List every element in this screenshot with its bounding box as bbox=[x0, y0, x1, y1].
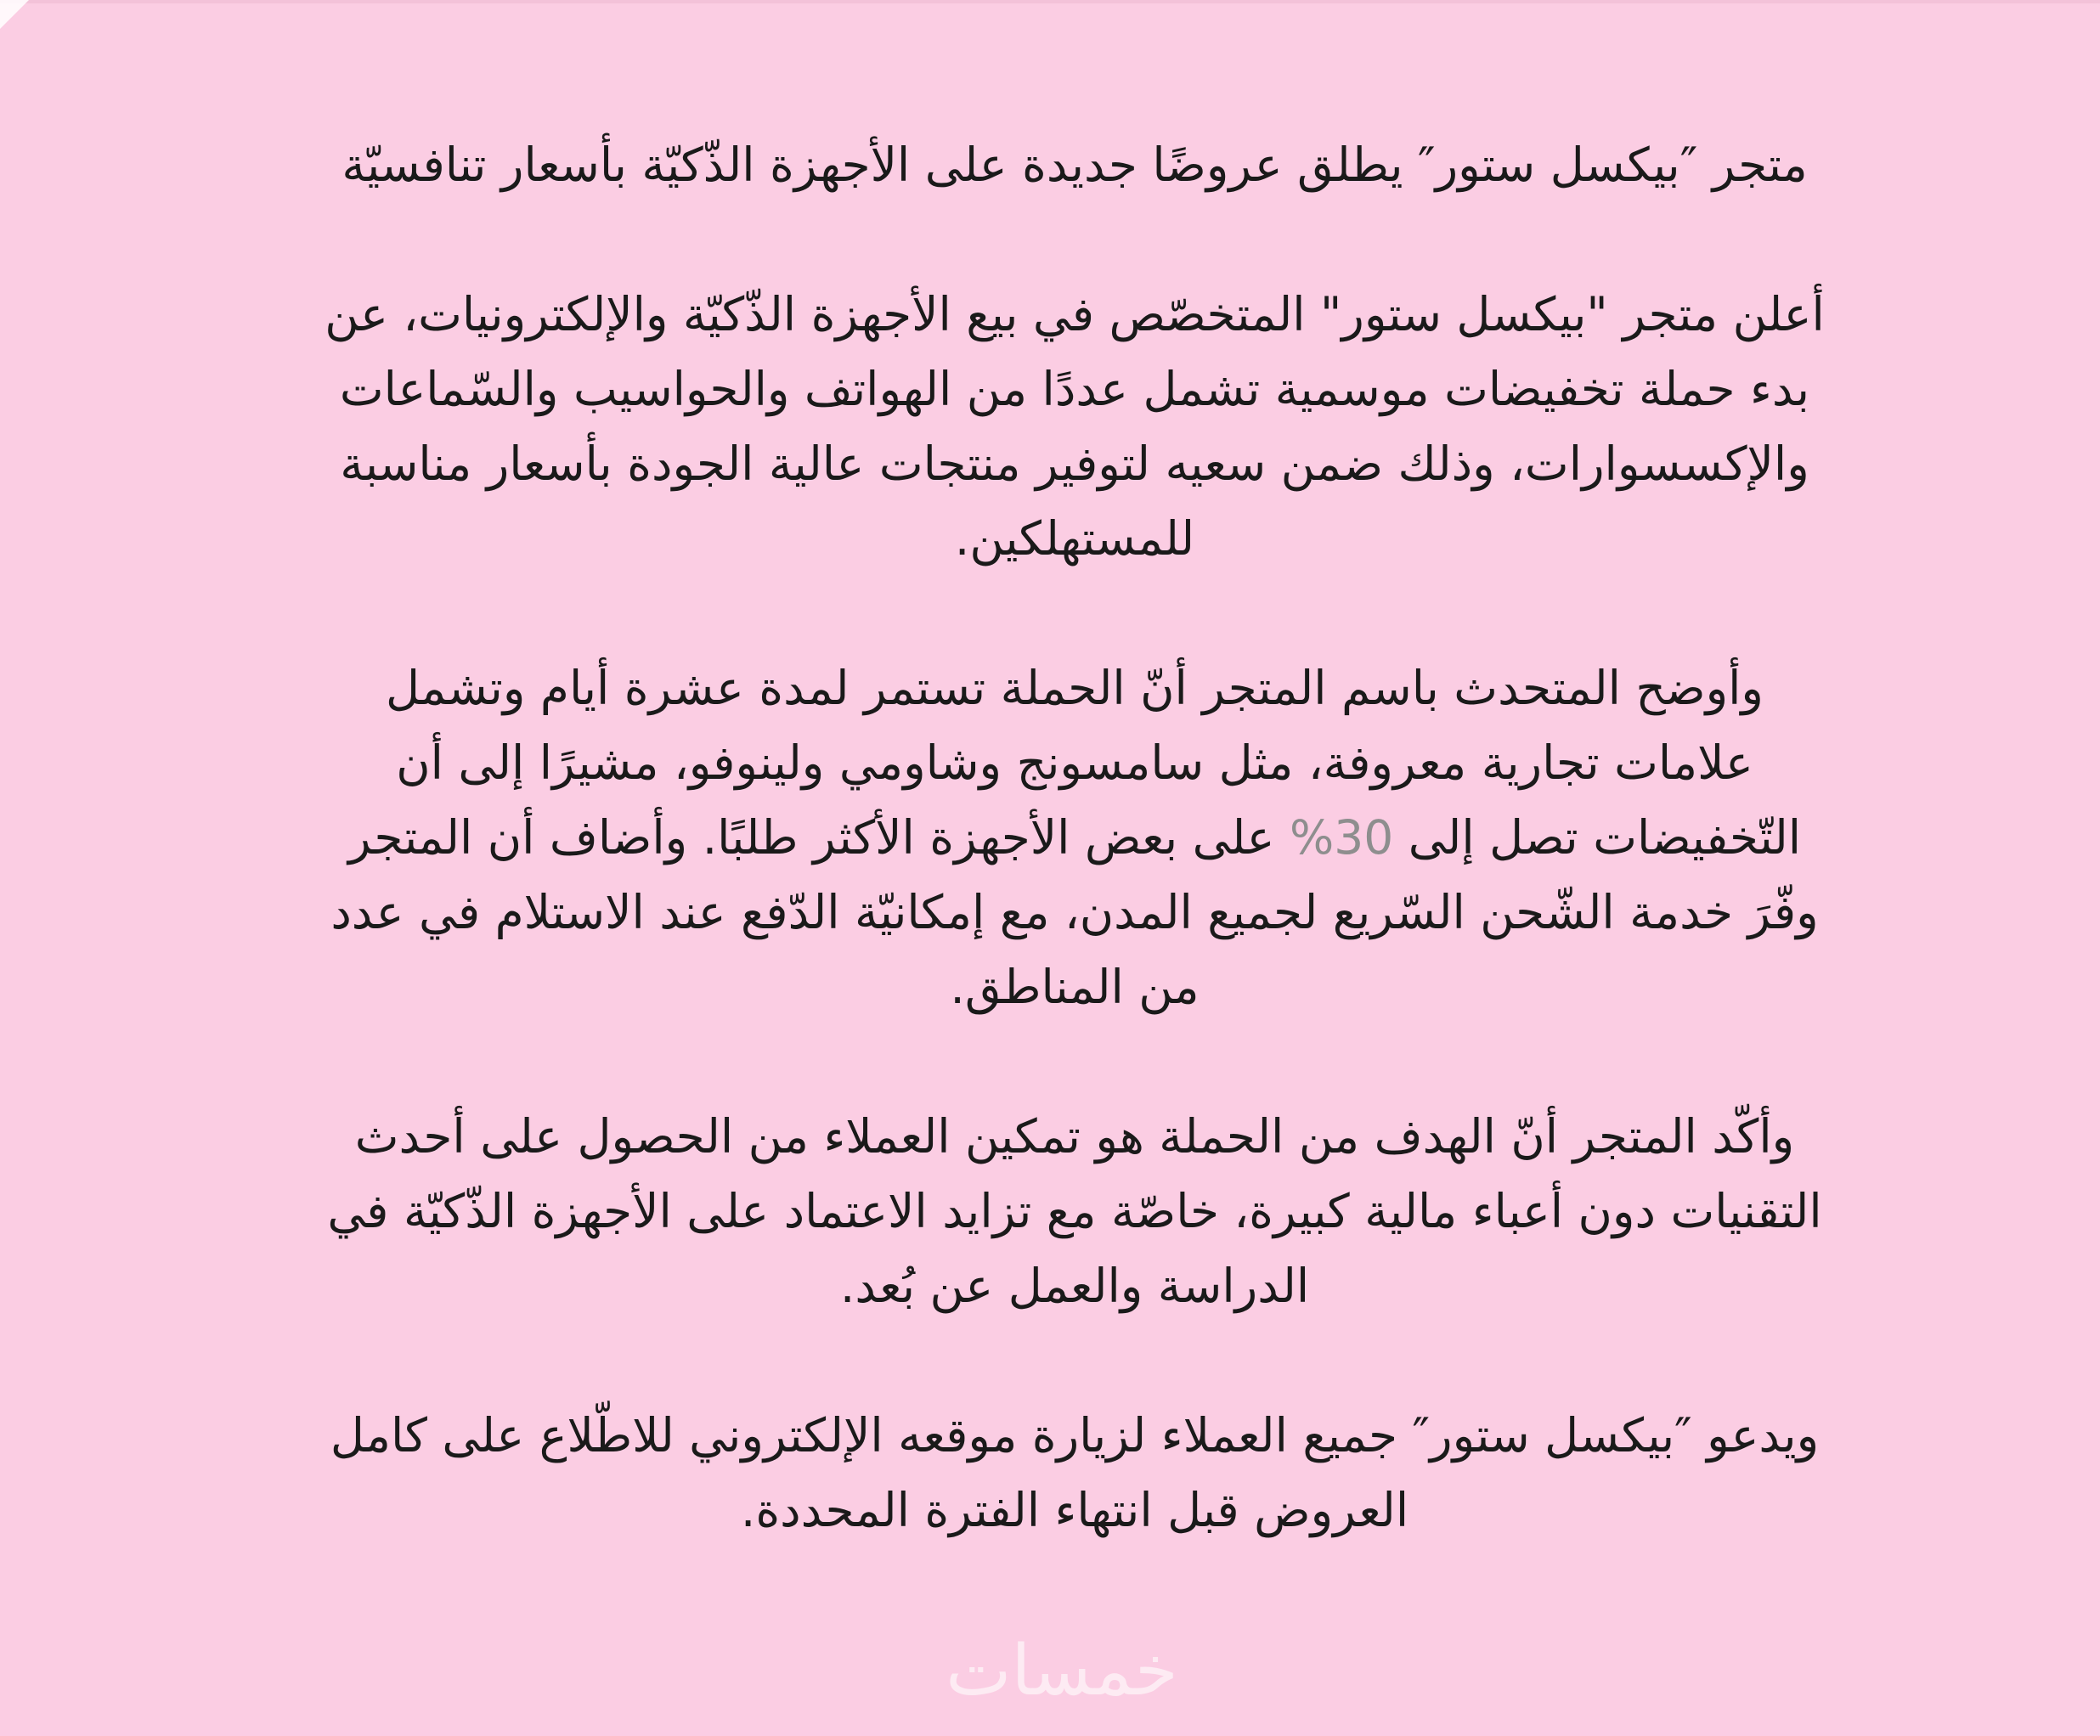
article-body bbox=[314, 127, 1835, 1547]
article-paragraph-3: وأكّد المتجر أنّ الهدف من الحملة هو تمكين العملاء من الحصول على أحدث التقنيات دون أعباء مالية كبيرة، خاصّة مع تزايد الاعتماد على الأجهزة الذّكيّة في الدراسة والعمل عن بُعد. bbox=[327, 1109, 1822, 1313]
article-paragraph-1: أعلن متجر "بيكسل ستور" المتخصّص في بيع الأجهزة الذّكيّة والإلكترونيات، عن بدء حملة تخفيضات موسمية تشمل عددًا من الهواتف والحواسيب والسّماعات والإكسسوارات، وذلك ضمن سعيه لتوفير منتجات عالية الجودة بأسعار مناسبة للمستهلكين. bbox=[325, 287, 1825, 566]
discount-percent: 30% bbox=[1289, 810, 1394, 865]
paragraph-2-part-1: وأوضح المتحدث باسم المتجر أنّ الحملة تستمر لمدة عشرة أيام وتشمل علامات تجارية معروفة، مثل سامسونج وشاومي ولينوفو، مشيرًا إلى أن التّخفيضات تصل إلى bbox=[386, 661, 1802, 865]
paragraph-2-part-2: على بعض الأجهزة الأكثر طلبًا. وأضاف أن المتجر وفّرَ خدمة الشّحن السّريع لجميع المدن، مع إمكانيّة الدّفع عند الاستلام في عدد من المناطق. bbox=[330, 810, 1819, 1014]
top-edge-strip bbox=[0, 0, 2100, 3]
site-watermark: خمسات bbox=[946, 1631, 1178, 1711]
article-paragraph-4: ويدعو ″بيكسل ستور″ جميع العملاء لزيارة موقعه الإلكتروني للاطّلاع على كامل العروض قبل انتهاء الفترة المحددة. bbox=[330, 1408, 1820, 1537]
article-paragraph-2 bbox=[314, 651, 1835, 1024]
page-corner-icon bbox=[0, 0, 29, 29]
article-headline: متجر ″بيكسل ستور″ يطلق عروضًا جديدة على الأجهزة الذّكيّة بأسعار تنافسيّة bbox=[342, 138, 1808, 192]
